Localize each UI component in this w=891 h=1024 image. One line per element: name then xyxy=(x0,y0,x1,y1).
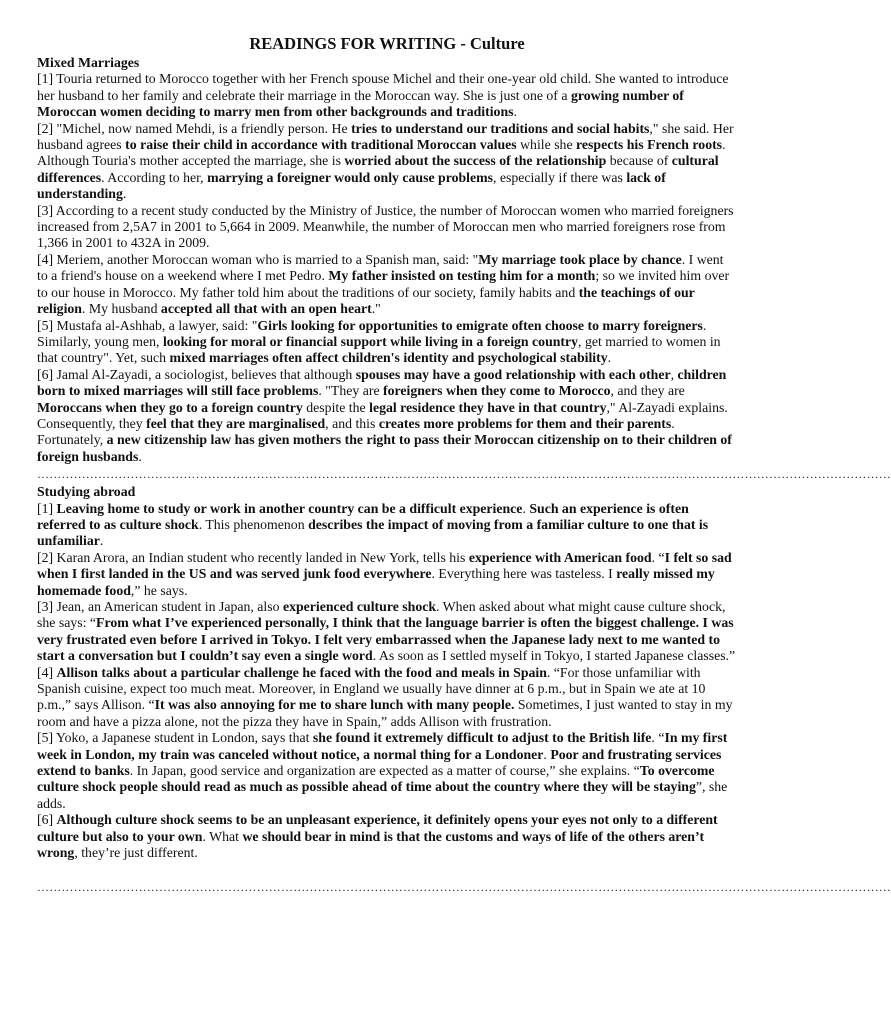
bold-text: lack of understanding xyxy=(37,169,666,202)
text-run: . I went to a friend's house on a weekend where I met Pedro. xyxy=(37,251,724,284)
text-run: , they’re just different. xyxy=(74,845,198,861)
text-run: . xyxy=(138,448,142,464)
text-run: . xyxy=(513,104,517,120)
section-heading: Mixed Marriages xyxy=(37,55,140,70)
text-run: . This phenomenon xyxy=(198,516,309,532)
text-run: . xyxy=(543,746,551,762)
text-run: . Everything here was tasteless. I xyxy=(431,566,617,582)
paragraph xyxy=(37,367,737,465)
text-run: . “For those unfamiliar with Spanish cuisine, expect too much meat. Moreover, in England we usually have dinner at 6 p.m., but in Spain we ate at 10 p.m.,” says Allison. “ xyxy=(37,664,706,713)
bold-text: cultural differences xyxy=(37,153,719,185)
bold-text: accepted all that with an open heart xyxy=(160,301,372,317)
text-run: while she xyxy=(516,137,577,153)
paragraph xyxy=(37,665,737,731)
text-run: . As soon as I settled myself in Tokyo, I started Japanese classes.” xyxy=(372,648,736,664)
bold-text: growing number of Moroccan women deciding to marry men from other backgrounds and traditions xyxy=(37,87,684,120)
paragraph xyxy=(37,550,737,599)
paragraph xyxy=(37,501,737,550)
text-run: [4] xyxy=(37,664,57,680)
bold-text: experienced culture shock xyxy=(282,599,437,614)
bold-text: the teachings of our religion xyxy=(37,284,695,317)
text-run: Sometimes, I just wanted to stay in my room and have a pizza alone, not the pizza they have in Spain,” adds Allison with frustration. xyxy=(37,697,733,729)
bold-text: It was also annoying for me to share lunch with many people. xyxy=(154,697,515,713)
bold-text: legal residence they have in that country xyxy=(369,399,607,415)
text-run: . “ xyxy=(651,549,665,565)
bold-text: she found it extremely difficult to adjust to the British life xyxy=(312,730,652,746)
text-run: , xyxy=(670,366,678,382)
bold-text: Poor and frustrating services extend to banks xyxy=(37,746,722,779)
bold-text: From what I’ve experienced personally, I think that the language barrier is often the biggest challenge. I was very frustrated even before I arrived in Tokyo. I felt very embarrassed when the Japanese lady next to me wanted to start a conversation but I couldn’t say even a single word xyxy=(37,615,734,664)
paragraph xyxy=(37,318,737,367)
text-run: . In Japan, good service and organization are expected as a matter of course,” she explains. “ xyxy=(129,763,640,779)
text-run: , get married to women in that country". Yet, such xyxy=(37,333,721,366)
paragraph xyxy=(37,812,737,861)
text-run: [4] Meriem, another Moroccan woman who is married to a Spanish man, said: " xyxy=(37,251,479,267)
bold-text: children born to mixed marriages will still face problems xyxy=(37,366,727,399)
text-run: , and they are xyxy=(610,383,685,399)
bold-text: really missed my homemade food xyxy=(37,566,715,598)
text-run: . xyxy=(522,500,530,516)
text-run: . What xyxy=(202,828,243,844)
text-run: ”, she adds. xyxy=(37,779,728,811)
text-run: , especially if there was xyxy=(492,169,627,185)
section-body xyxy=(37,71,737,465)
text-run: despite the xyxy=(302,399,370,415)
bold-text: Girls looking for opportunities to emigrate often choose to marry foreigners xyxy=(257,317,703,333)
bold-text: describes the impact of moving from a familiar culture to one that is unfamiliar xyxy=(37,516,709,549)
text-run: . xyxy=(99,533,104,549)
text-run: . xyxy=(607,350,612,366)
bold-text: creates more problems for them and their parents xyxy=(378,415,672,431)
document-page xyxy=(37,34,891,897)
text-run: because of xyxy=(606,153,672,169)
text-run: [1] Touria returned to Morocco together with her French spouse Michel and their one-year old child. She wanted to introduce her husband to her family and celebrate their marriage in the Moroccan way. She is just one of a xyxy=(37,71,729,103)
page-title: READINGS FOR WRITING - Culture xyxy=(249,34,525,53)
section-mixed-marriages xyxy=(37,55,737,465)
bold-text: My marriage took place by chance xyxy=(478,251,682,267)
paragraph xyxy=(37,121,737,203)
text-run: [6] Jamal Al-Zayadi, a sociologist, believes that although xyxy=(37,366,356,382)
bold-text: respects his French roots xyxy=(576,137,723,153)
text-run: [2] Karan Arora, an Indian student who recently landed in New York, tells his xyxy=(37,549,469,565)
dotted-divider: ………………………………………………………………………………………………………………………………………………………………………………………… xyxy=(37,879,891,894)
bold-text: feel that they are marginalised xyxy=(146,415,326,431)
bold-text: foreigners when they come to Morocco xyxy=(383,383,611,399)
bold-text: My father insisted on testing him for a month xyxy=(328,268,596,284)
text-run: ,” he says. xyxy=(130,582,188,598)
bold-text: tries to understand our traditions and social habits xyxy=(351,120,650,136)
bold-text: experience with American food xyxy=(468,549,652,565)
section-studying-abroad xyxy=(37,484,737,861)
text-run: . Fortunately, xyxy=(37,415,675,448)
bold-text: mixed marriages often affect children's identity and psychological stability xyxy=(169,350,608,366)
text-run: ," Al-Zayadi explains. Consequently, they xyxy=(37,399,728,431)
paragraph xyxy=(37,71,737,120)
text-run: ." xyxy=(371,301,381,317)
text-run: [3] Jean, an American student in Japan, also xyxy=(37,599,283,614)
text-run: . According to her, xyxy=(101,169,208,185)
text-run: ; so we invited him over to our house in Morocco. My father told him about the traditions of our society, family habits and xyxy=(37,268,730,300)
bold-text: Such an experience is often referred to as culture shock xyxy=(37,500,689,532)
text-run: ," she said. Her husband agrees xyxy=(37,120,734,153)
bold-text: Although culture shock seems to be an unpleasant experience, it definitely opens your eyes not only to a different culture but also to your own xyxy=(37,812,718,844)
text-run: [6] xyxy=(37,812,57,828)
paragraph xyxy=(37,730,737,812)
text-run: [5] Yoko, a Japanese student in London, says that xyxy=(37,730,313,746)
section-heading: Studying abroad xyxy=(37,484,136,500)
text-run: . Although Touria's mother accepted the marriage, she is xyxy=(37,137,726,169)
text-run: [1] xyxy=(37,500,57,516)
paragraph xyxy=(37,599,737,665)
bold-text: spouses may have a good relationship with each other xyxy=(355,366,671,382)
bold-text: To overcome culture shock people should read as much as possible ahead of time about the country where they will be staying xyxy=(37,763,715,795)
bold-text: I felt so sad when I first landed in the US and was served junk food everywhere xyxy=(37,549,732,582)
bold-text: a new citizenship law has given mothers the right to pass their Moroccan citizenship on to their children of foreign husbands xyxy=(37,432,732,464)
section-body xyxy=(37,501,737,862)
bold-text: marrying a foreigner would only cause problems xyxy=(207,169,493,185)
text-run: , and this xyxy=(325,415,379,431)
bold-text: worried about the success of the relationship xyxy=(344,153,607,169)
text-run: [3] According to a recent study conducted by the Ministry of Justice, the number of Moroccan women who married foreigners increased from 2,5A7 in 2001 to 5,664 in 2009. Meanwhile, the number of Moroccan men who married foreigners rose from 1,366 in 2001 to 432A in 2009. xyxy=(37,202,734,251)
bold-text: we should bear in mind is that the customs and ways of life of the others aren’t wrong xyxy=(37,828,705,861)
paragraph xyxy=(37,203,737,252)
bold-text: to raise their child in accordance with traditional Moroccan values xyxy=(125,137,517,153)
bold-text: Leaving home to study or work in another country can be a difficult experience xyxy=(56,500,523,516)
bold-text: Moroccans when they go to a foreign country xyxy=(37,399,303,415)
text-run: . Similarly, young men, xyxy=(37,317,707,349)
bold-text: In my first week in London, my train was canceled without notice, a normal thing for a Londoner xyxy=(37,730,728,762)
text-run: . My husband xyxy=(81,301,161,317)
dotted-divider: ………………………………………………………………………………………………………………………………………………………………………………………… xyxy=(37,467,891,482)
bold-text: looking for moral or financial support while living in a foreign country xyxy=(162,333,579,349)
text-run: . “ xyxy=(651,730,665,746)
text-run: [5] Mustafa al-Ashhab, a lawyer, said: " xyxy=(37,317,258,333)
bold-text: Allison talks about a particular challenge he faced with the food and meals in Spain xyxy=(56,664,547,680)
text-run: [2] "Michel, now named Mehdi, is a friendly person. He xyxy=(37,120,352,136)
text-run: . xyxy=(122,186,127,202)
paragraph xyxy=(37,252,737,318)
text-run: . When asked about what might cause culture shock, she says: “ xyxy=(37,599,726,631)
text-run: . "They are xyxy=(318,383,384,399)
